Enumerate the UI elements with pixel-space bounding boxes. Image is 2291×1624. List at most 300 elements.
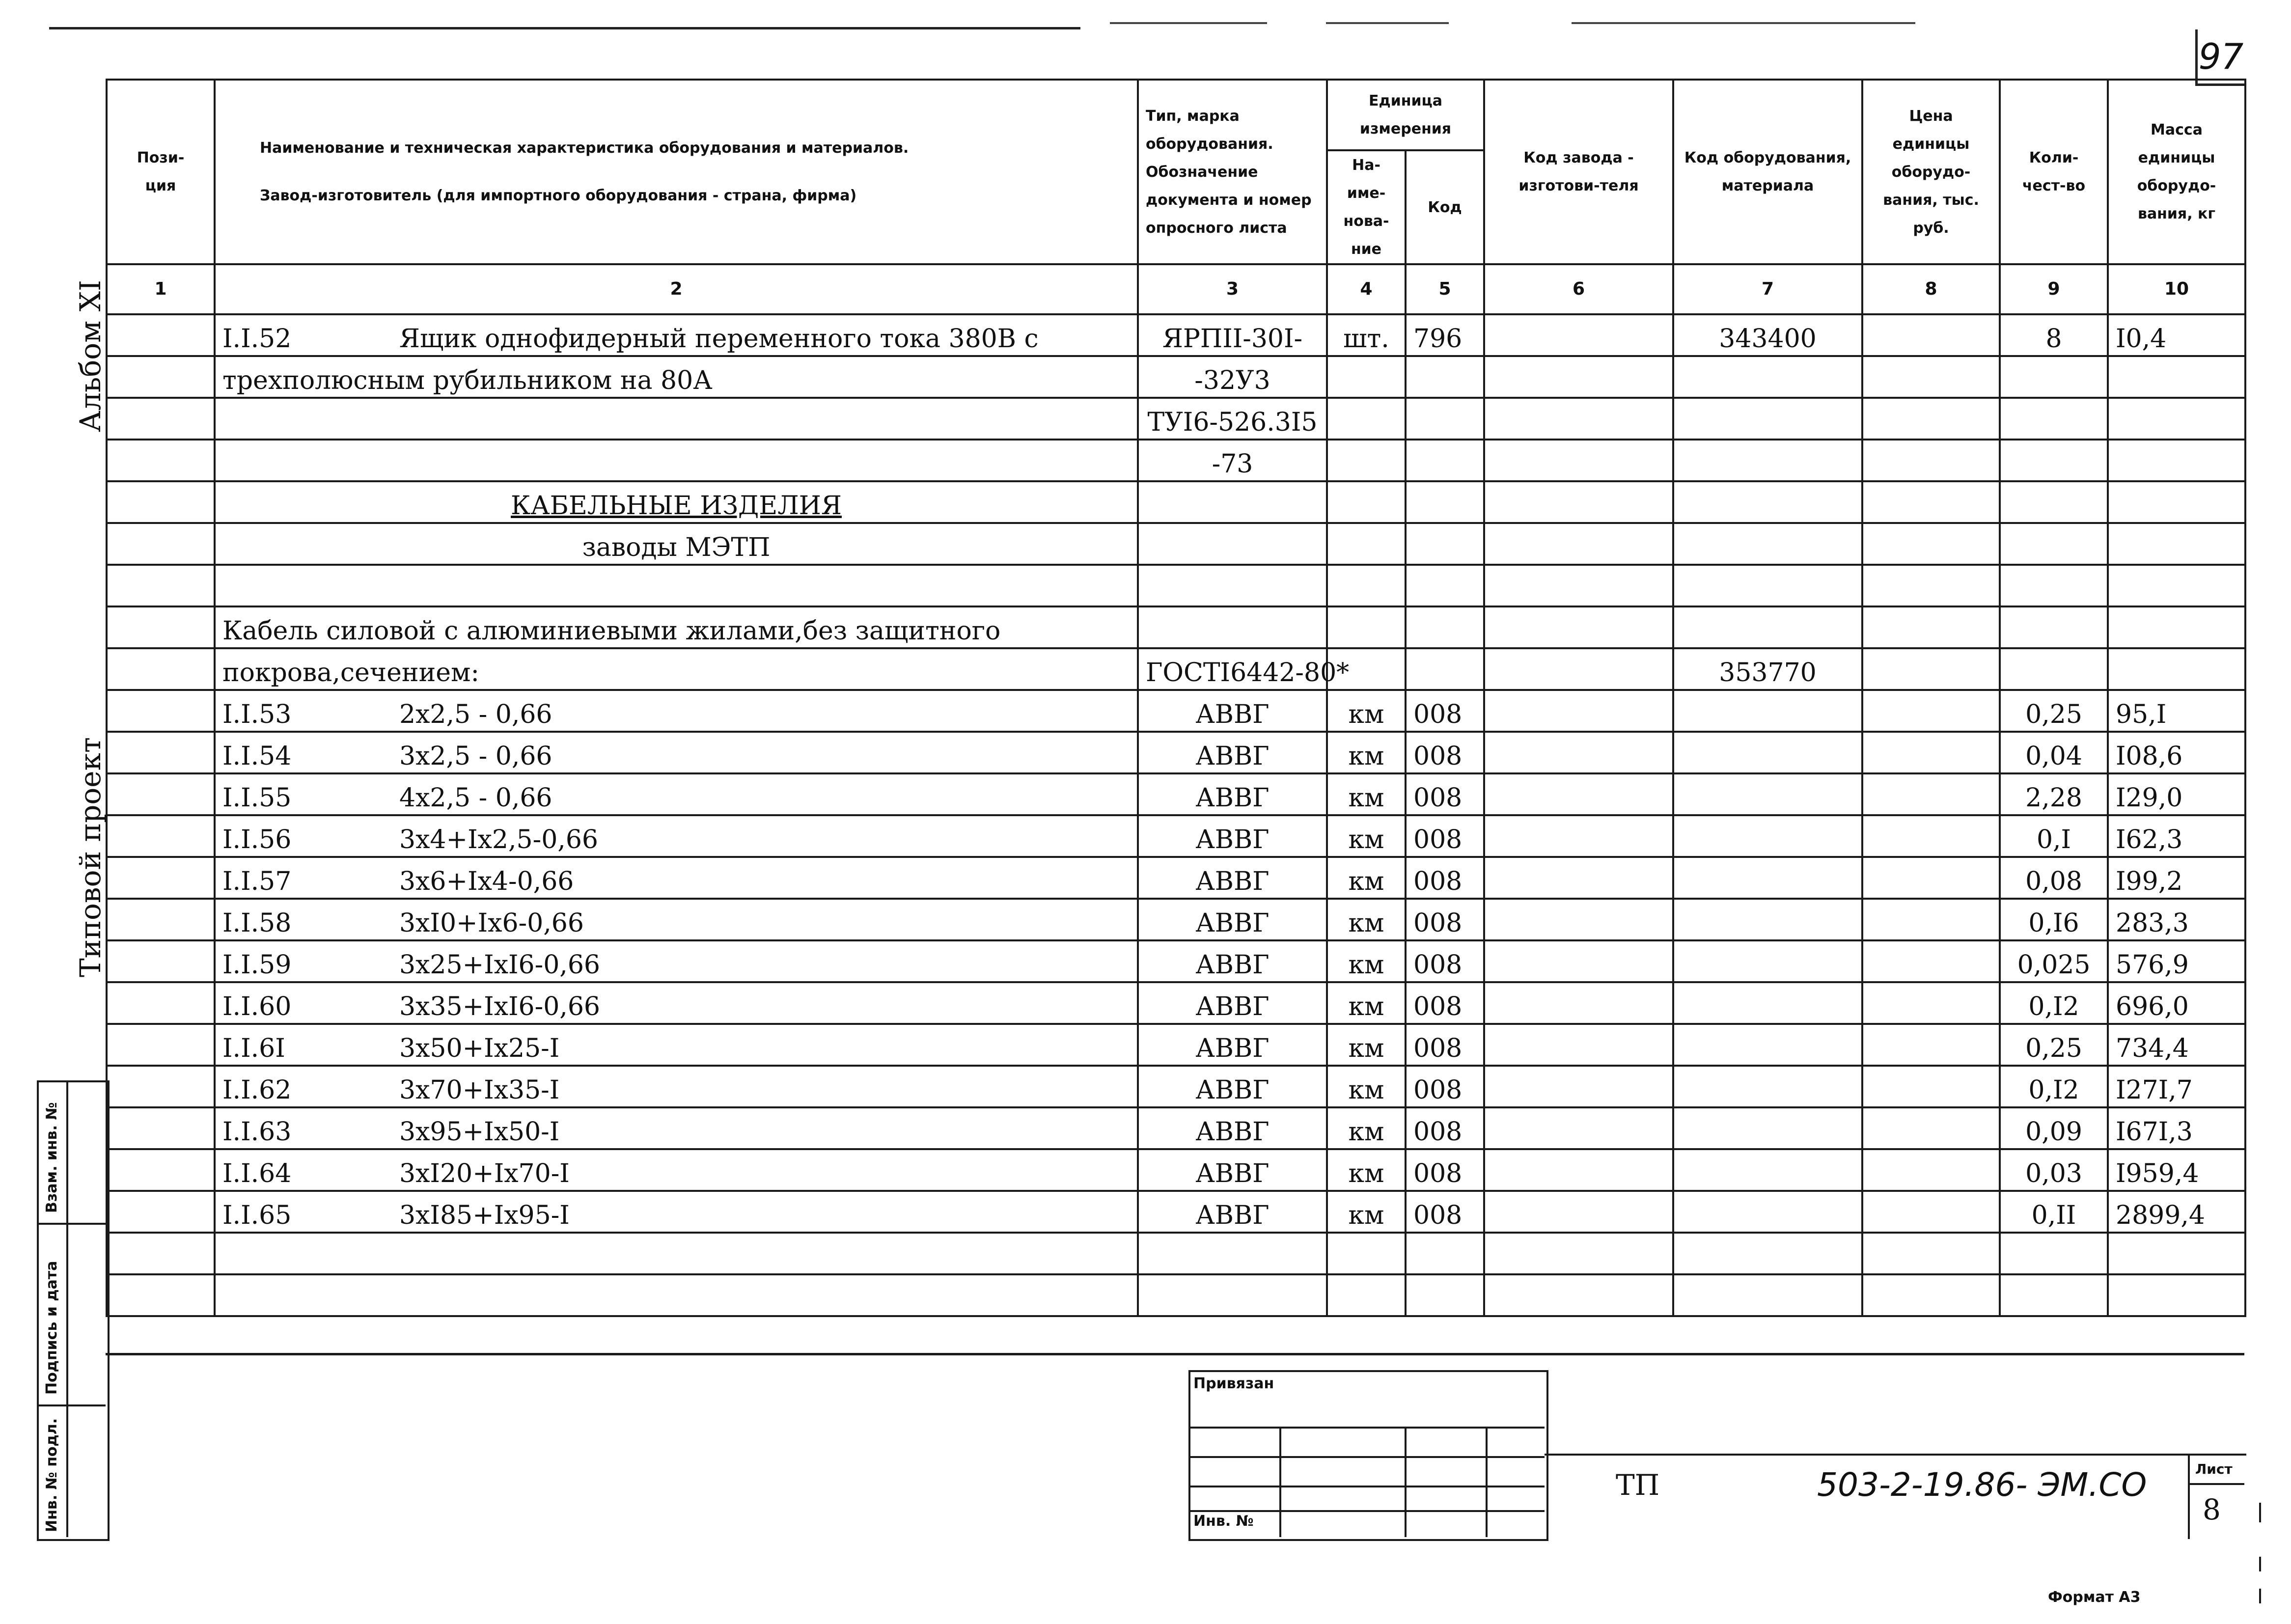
cell-mass bbox=[2108, 565, 2245, 606]
cell-name bbox=[215, 648, 1138, 690]
cell-name-text: 3х95+Iх50-I bbox=[399, 1117, 560, 1147]
cell-quantity bbox=[2000, 523, 2108, 565]
edge-mark bbox=[2259, 1503, 2261, 1522]
cell-price bbox=[1862, 606, 2000, 648]
cell-price bbox=[1862, 648, 2000, 690]
cell-position: I.I.60 bbox=[222, 992, 292, 1021]
edge-mark bbox=[2259, 1557, 2261, 1571]
table-row bbox=[107, 1024, 2245, 1066]
title-block-top-rule bbox=[106, 1353, 2244, 1355]
cell-unit: шт. bbox=[1327, 314, 1406, 356]
doc-code-rule bbox=[1545, 1454, 2244, 1456]
cell-mass: I67I,3 bbox=[2108, 1107, 2245, 1149]
cell-unit: км bbox=[1327, 1191, 1406, 1233]
header-unit-code: Код bbox=[1406, 150, 1484, 264]
cell-unit: км bbox=[1327, 1149, 1406, 1191]
table-row bbox=[107, 1274, 2245, 1316]
cell-blank bbox=[107, 815, 215, 857]
cell-name bbox=[215, 1149, 1138, 1191]
cell-equipment-code bbox=[1673, 940, 1862, 982]
cell-position: I.I.57 bbox=[222, 867, 292, 896]
cell-unit bbox=[1327, 356, 1406, 398]
privyazan-line bbox=[1405, 1427, 1407, 1537]
cell-price bbox=[1862, 815, 2000, 857]
cell-blank bbox=[107, 1149, 215, 1191]
cell-equipment-code bbox=[1673, 1024, 1862, 1066]
cell-mass bbox=[2108, 356, 2245, 398]
stamp-vzam-inv: Взам. инв. № bbox=[43, 1102, 60, 1213]
table-row bbox=[107, 481, 2245, 523]
cell-unit bbox=[1327, 440, 1406, 481]
cell-blank bbox=[107, 1066, 215, 1107]
table-row bbox=[107, 773, 2245, 815]
col-number: 4 bbox=[1327, 264, 1406, 314]
cell-price bbox=[1862, 1149, 2000, 1191]
privyazan-line bbox=[1279, 1427, 1281, 1537]
cell-unit: км bbox=[1327, 1066, 1406, 1107]
table-row bbox=[107, 565, 2245, 606]
cell-blank bbox=[107, 1233, 215, 1274]
album-label: Альбом XI bbox=[74, 280, 107, 432]
stamp-podpis-data: Подпись и дата bbox=[43, 1261, 60, 1395]
cell-type: -73 bbox=[1138, 440, 1327, 481]
cell-quantity: 0,I bbox=[2000, 815, 2108, 857]
cell-name bbox=[215, 356, 1138, 398]
cell-name bbox=[215, 857, 1138, 899]
cell-price bbox=[1862, 899, 2000, 940]
cell-unit: км bbox=[1327, 1107, 1406, 1149]
cell-unit-code bbox=[1406, 523, 1484, 565]
cell-position: I.I.54 bbox=[222, 742, 292, 771]
cell-unit bbox=[1327, 523, 1406, 565]
cell-type: АВВГ bbox=[1138, 1149, 1327, 1191]
cell-name-text: покрова,сечением: bbox=[222, 658, 479, 688]
cell-equipment-code bbox=[1673, 1233, 1862, 1274]
cell-blank bbox=[107, 648, 215, 690]
cell-unit bbox=[1327, 481, 1406, 523]
cell-blank bbox=[107, 314, 215, 356]
cell-unit-code bbox=[1406, 1233, 1484, 1274]
cell-equipment-code bbox=[1673, 1274, 1862, 1316]
cell-type: ГОСТI6442-80* bbox=[1138, 648, 1327, 690]
header-price: Цена единицы оборудо-вания, тыс. руб. bbox=[1862, 80, 2000, 264]
cell-factory-code bbox=[1484, 1233, 1673, 1274]
cell-blank bbox=[107, 982, 215, 1024]
cell-quantity: 2,28 bbox=[2000, 773, 2108, 815]
cell-mass bbox=[2108, 1233, 2245, 1274]
cell-quantity: 0,I2 bbox=[2000, 982, 2108, 1024]
privyazan-line bbox=[1188, 1510, 1545, 1512]
cell-factory-code bbox=[1484, 1107, 1673, 1149]
cell-name bbox=[215, 1066, 1138, 1107]
cell-factory-code bbox=[1484, 690, 1673, 732]
cell-factory-code bbox=[1484, 481, 1673, 523]
cell-unit-code bbox=[1406, 648, 1484, 690]
cell-quantity bbox=[2000, 606, 2108, 648]
cell-quantity bbox=[2000, 1274, 2108, 1316]
cell-quantity bbox=[2000, 1233, 2108, 1274]
cell-position: I.I.52 bbox=[222, 324, 292, 354]
cell-unit: км bbox=[1327, 940, 1406, 982]
cell-type: ЯРПII-30I- bbox=[1138, 314, 1327, 356]
cell-type bbox=[1138, 1274, 1327, 1316]
cell-unit-code: 796 bbox=[1406, 314, 1484, 356]
cell-price bbox=[1862, 690, 2000, 732]
cell-unit-code: 008 bbox=[1406, 1024, 1484, 1066]
cell-mass: 696,0 bbox=[2108, 982, 2245, 1024]
table-row bbox=[107, 1107, 2245, 1149]
privyazan-line bbox=[1188, 1427, 1545, 1429]
cell-equipment-code bbox=[1673, 1107, 1862, 1149]
cell-blank bbox=[107, 523, 215, 565]
stamp-inv-podl: Инв. № подл. bbox=[43, 1418, 60, 1532]
privyazan-label: Привязан bbox=[1193, 1375, 1274, 1392]
cell-unit-code bbox=[1406, 398, 1484, 440]
col-number: 7 bbox=[1673, 264, 1862, 314]
cell-unit-code bbox=[1406, 481, 1484, 523]
cell-mass: I29,0 bbox=[2108, 773, 2245, 815]
cell-factory-code bbox=[1484, 356, 1673, 398]
cell-name bbox=[215, 940, 1138, 982]
cell-name bbox=[215, 1024, 1138, 1066]
cell-unit-code: 008 bbox=[1406, 982, 1484, 1024]
cell-equipment-code bbox=[1673, 481, 1862, 523]
cell-blank bbox=[107, 1107, 215, 1149]
cell-price bbox=[1862, 940, 2000, 982]
cell-blank bbox=[107, 773, 215, 815]
cell-unit bbox=[1327, 1233, 1406, 1274]
specification-table bbox=[106, 79, 2246, 1317]
cell-name bbox=[215, 314, 1138, 356]
cell-price bbox=[1862, 356, 2000, 398]
cell-type: АВВГ bbox=[1138, 690, 1327, 732]
cell-factory-code bbox=[1484, 565, 1673, 606]
col-number: 2 bbox=[215, 264, 1138, 314]
cell-price bbox=[1862, 398, 2000, 440]
header-unit: Единица измерения bbox=[1327, 80, 1484, 150]
table-row bbox=[107, 523, 2245, 565]
cell-equipment-code bbox=[1673, 565, 1862, 606]
cell-unit-code: 008 bbox=[1406, 732, 1484, 773]
cell-equipment-code bbox=[1673, 773, 1862, 815]
cell-unit-code: 008 bbox=[1406, 773, 1484, 815]
privyazan-line bbox=[1188, 1456, 1545, 1458]
cell-unit-code bbox=[1406, 565, 1484, 606]
table-row bbox=[107, 857, 2245, 899]
cell-name-text: 3х2,5 - 0,66 bbox=[399, 742, 552, 771]
cell-quantity: 0,I2 bbox=[2000, 1066, 2108, 1107]
cell-name bbox=[215, 440, 1138, 481]
cell-factory-code bbox=[1484, 982, 1673, 1024]
table-row bbox=[107, 732, 2245, 773]
cell-factory-code bbox=[1484, 899, 1673, 940]
cell-type: АВВГ bbox=[1138, 899, 1327, 940]
cell-name-text: 4х2,5 - 0,66 bbox=[399, 783, 552, 813]
cell-name-text: 3х6+Iх4-0,66 bbox=[399, 867, 574, 896]
cell-name-text: 3х4+Iх2,5-0,66 bbox=[399, 825, 598, 854]
cell-factory-code bbox=[1484, 940, 1673, 982]
cell-quantity bbox=[2000, 481, 2108, 523]
cell-factory-code bbox=[1484, 732, 1673, 773]
table-row bbox=[107, 1233, 2245, 1274]
cell-factory-code bbox=[1484, 1274, 1673, 1316]
header-unit-name: На-име-нова-ние bbox=[1327, 150, 1406, 264]
cell-mass: 2899,4 bbox=[2108, 1191, 2245, 1233]
privyazan-line bbox=[1188, 1486, 1545, 1487]
cell-equipment-code bbox=[1673, 606, 1862, 648]
cell-unit-code: 008 bbox=[1406, 690, 1484, 732]
cell-equipment-code bbox=[1673, 815, 1862, 857]
cell-unit: км bbox=[1327, 773, 1406, 815]
tp-label: ТП bbox=[1616, 1468, 1660, 1502]
table-row bbox=[107, 982, 2245, 1024]
cell-factory-code bbox=[1484, 314, 1673, 356]
col-number: 9 bbox=[2000, 264, 2108, 314]
header-name-line2: Завод-изготовитель (для импортного оборудования - страна, фирма) bbox=[260, 187, 857, 204]
cell-price bbox=[1862, 1107, 2000, 1149]
project-label: Типовой проект bbox=[74, 737, 107, 977]
cell-name bbox=[215, 1274, 1138, 1316]
cell-factory-code bbox=[1484, 857, 1673, 899]
col-number: 5 bbox=[1406, 264, 1484, 314]
cell-equipment-code bbox=[1673, 1066, 1862, 1107]
cell-price bbox=[1862, 982, 2000, 1024]
top-rule bbox=[49, 27, 1080, 29]
table-row bbox=[107, 606, 2245, 648]
cell-quantity: 0,25 bbox=[2000, 1024, 2108, 1066]
cell-factory-code bbox=[1484, 648, 1673, 690]
cell-type bbox=[1138, 523, 1327, 565]
cell-price bbox=[1862, 1274, 2000, 1316]
cell-unit-code: 008 bbox=[1406, 1107, 1484, 1149]
cell-type: АВВГ bbox=[1138, 857, 1327, 899]
cell-blank bbox=[107, 481, 215, 523]
cell-mass: 734,4 bbox=[2108, 1024, 2245, 1066]
cell-factory-code bbox=[1484, 1024, 1673, 1066]
cell-unit-code: 008 bbox=[1406, 899, 1484, 940]
cell-quantity: 8 bbox=[2000, 314, 2108, 356]
cell-unit bbox=[1327, 398, 1406, 440]
document-code: 503-2-19.86- ЭМ.СО bbox=[1817, 1466, 2147, 1504]
cell-mass bbox=[2108, 606, 2245, 648]
cell-position: I.I.59 bbox=[222, 950, 292, 980]
cell-type bbox=[1138, 606, 1327, 648]
header-position: Пози- ция bbox=[107, 80, 215, 264]
col-number: 1 bbox=[107, 264, 215, 314]
col-number: 6 bbox=[1484, 264, 1673, 314]
col-number: 10 bbox=[2108, 264, 2245, 314]
cell-mass: I0,4 bbox=[2108, 314, 2245, 356]
cell-price bbox=[1862, 857, 2000, 899]
cell-type: АВВГ bbox=[1138, 1024, 1327, 1066]
cell-type: ТУI6-526.3I5 bbox=[1138, 398, 1327, 440]
table-row bbox=[107, 648, 2245, 690]
cell-blank bbox=[107, 899, 215, 940]
table-row bbox=[107, 314, 2245, 356]
cell-unit: км bbox=[1327, 857, 1406, 899]
cell-factory-code bbox=[1484, 523, 1673, 565]
cell-blank bbox=[107, 1274, 215, 1316]
cell-blank bbox=[107, 398, 215, 440]
cell-equipment-code bbox=[1673, 690, 1862, 732]
cell-name bbox=[215, 815, 1138, 857]
cell-factory-code bbox=[1484, 1191, 1673, 1233]
cell-equipment-code bbox=[1673, 356, 1862, 398]
cell-name-text: 2х2,5 - 0,66 bbox=[399, 700, 552, 729]
cell-price bbox=[1862, 1066, 2000, 1107]
header-factory-code: Код завода - изготови-теля bbox=[1484, 80, 1673, 264]
cell-price bbox=[1862, 314, 2000, 356]
cell-equipment-code bbox=[1673, 398, 1862, 440]
cell-price bbox=[1862, 440, 2000, 481]
cell-equipment-code bbox=[1673, 1191, 1862, 1233]
cell-unit: км bbox=[1327, 815, 1406, 857]
cell-quantity: 0,08 bbox=[2000, 857, 2108, 899]
cell-type: -32У3 bbox=[1138, 356, 1327, 398]
cell-equipment-code bbox=[1673, 982, 1862, 1024]
cell-mass: I27I,7 bbox=[2108, 1066, 2245, 1107]
cell-name bbox=[215, 690, 1138, 732]
cell-unit-code: 008 bbox=[1406, 1149, 1484, 1191]
cell-name-text: 3хI20+Iх70-I bbox=[399, 1159, 570, 1188]
cell-mass: 283,3 bbox=[2108, 899, 2245, 940]
sheet-label: Лист bbox=[2195, 1461, 2233, 1477]
table-row bbox=[107, 398, 2245, 440]
cell-name-text: 3хI0+Iх6-0,66 bbox=[399, 908, 584, 938]
section-heading: КАБЕЛЬНЫЕ ИЗДЕЛИЯ bbox=[215, 481, 1138, 523]
table-row bbox=[107, 940, 2245, 982]
header-name bbox=[215, 80, 1138, 264]
cell-name bbox=[215, 982, 1138, 1024]
cell-position: I.I.6I bbox=[222, 1034, 285, 1063]
cell-factory-code bbox=[1484, 1149, 1673, 1191]
cell-mass: I959,4 bbox=[2108, 1149, 2245, 1191]
cell-quantity: 0,03 bbox=[2000, 1149, 2108, 1191]
cell-mass: I99,2 bbox=[2108, 857, 2245, 899]
top-dash bbox=[1110, 22, 1267, 24]
cell-quantity: 0,09 bbox=[2000, 1107, 2108, 1149]
cell-name-text: 3хI85+Iх95-I bbox=[399, 1201, 570, 1230]
cell-price bbox=[1862, 732, 2000, 773]
page-number: 97 bbox=[2195, 29, 2244, 86]
cell-type: АВВГ bbox=[1138, 1191, 1327, 1233]
cell-mass bbox=[2108, 481, 2245, 523]
table-row bbox=[107, 815, 2245, 857]
cell-price bbox=[1862, 481, 2000, 523]
cell-name bbox=[215, 1233, 1138, 1274]
cell-blank bbox=[107, 1191, 215, 1233]
cell-unit: км bbox=[1327, 732, 1406, 773]
cell-type: АВВГ bbox=[1138, 940, 1327, 982]
cell-name bbox=[215, 398, 1138, 440]
cell-blank bbox=[107, 732, 215, 773]
cell-mass: 576,9 bbox=[2108, 940, 2245, 982]
cell-equipment-code: 353770 bbox=[1673, 648, 1862, 690]
col-number: 8 bbox=[1862, 264, 2000, 314]
cell-name-text: Кабель силовой с алюминиевыми жилами,без защитного bbox=[222, 616, 1001, 646]
cell-type bbox=[1138, 565, 1327, 606]
cell-mass bbox=[2108, 440, 2245, 481]
cell-name bbox=[215, 565, 1138, 606]
cell-price bbox=[1862, 773, 2000, 815]
header-name-line1: Наименование и техническая характеристика оборудования и материалов. bbox=[260, 139, 909, 157]
inv-no-label: Инв. № bbox=[1193, 1513, 1254, 1530]
cell-position: I.I.64 bbox=[222, 1159, 292, 1188]
cell-unit bbox=[1327, 565, 1406, 606]
table-row bbox=[107, 899, 2245, 940]
cell-name-text: 3х70+Iх35-I bbox=[399, 1075, 560, 1105]
cell-unit bbox=[1327, 606, 1406, 648]
cell-type: АВВГ bbox=[1138, 815, 1327, 857]
table-row bbox=[107, 1066, 2245, 1107]
cell-mass bbox=[2108, 1274, 2245, 1316]
cell-type: АВВГ bbox=[1138, 982, 1327, 1024]
cell-quantity: 0,04 bbox=[2000, 732, 2108, 773]
cell-quantity: 0,I6 bbox=[2000, 899, 2108, 940]
cell-unit: км bbox=[1327, 982, 1406, 1024]
cell-type: АВВГ bbox=[1138, 1107, 1327, 1149]
side-stamp-divider bbox=[37, 1404, 106, 1406]
cell-blank bbox=[107, 440, 215, 481]
table-row bbox=[107, 1149, 2245, 1191]
top-dash bbox=[1326, 22, 1449, 24]
cell-name-text: 3х25+IхI6-0,66 bbox=[399, 950, 600, 980]
cell-factory-code bbox=[1484, 773, 1673, 815]
cell-equipment-code bbox=[1673, 523, 1862, 565]
cell-price bbox=[1862, 1233, 2000, 1274]
cell-position: I.I.63 bbox=[222, 1117, 292, 1147]
cell-unit-code: 008 bbox=[1406, 1066, 1484, 1107]
cell-mass bbox=[2108, 398, 2245, 440]
edge-mark bbox=[2259, 1589, 2261, 1603]
cell-blank bbox=[107, 606, 215, 648]
cell-position: I.I.56 bbox=[222, 825, 292, 854]
cell-quantity bbox=[2000, 356, 2108, 398]
cell-name bbox=[215, 606, 1138, 648]
cell-factory-code bbox=[1484, 398, 1673, 440]
cell-unit: км bbox=[1327, 1024, 1406, 1066]
cell-mass bbox=[2108, 648, 2245, 690]
cell-equipment-code bbox=[1673, 857, 1862, 899]
cell-type bbox=[1138, 481, 1327, 523]
cell-factory-code bbox=[1484, 1066, 1673, 1107]
top-dash bbox=[1572, 22, 1915, 24]
cell-position: I.I.62 bbox=[222, 1075, 292, 1105]
cell-blank bbox=[107, 565, 215, 606]
privyazan-line bbox=[1486, 1427, 1488, 1537]
cell-equipment-code bbox=[1673, 899, 1862, 940]
cell-unit bbox=[1327, 1274, 1406, 1316]
cell-unit-code bbox=[1406, 440, 1484, 481]
section-subheading: заводы МЭТП bbox=[215, 523, 1138, 565]
cell-quantity bbox=[2000, 398, 2108, 440]
sheet-number: 8 bbox=[2203, 1493, 2221, 1526]
cell-equipment-code bbox=[1673, 440, 1862, 481]
cell-blank bbox=[107, 356, 215, 398]
table-row bbox=[107, 1191, 2245, 1233]
cell-mass: I62,3 bbox=[2108, 815, 2245, 857]
cell-name-text: трехполюсным рубильником на 80А bbox=[222, 366, 713, 395]
cell-quantity: 0,025 bbox=[2000, 940, 2108, 982]
cell-unit-code: 008 bbox=[1406, 1191, 1484, 1233]
cell-mass bbox=[2108, 523, 2245, 565]
cell-price bbox=[1862, 523, 2000, 565]
cell-blank bbox=[107, 690, 215, 732]
cell-name bbox=[215, 773, 1138, 815]
cell-quantity: 0,II bbox=[2000, 1191, 2108, 1233]
cell-quantity: 0,25 bbox=[2000, 690, 2108, 732]
cell-type: АВВГ bbox=[1138, 773, 1327, 815]
